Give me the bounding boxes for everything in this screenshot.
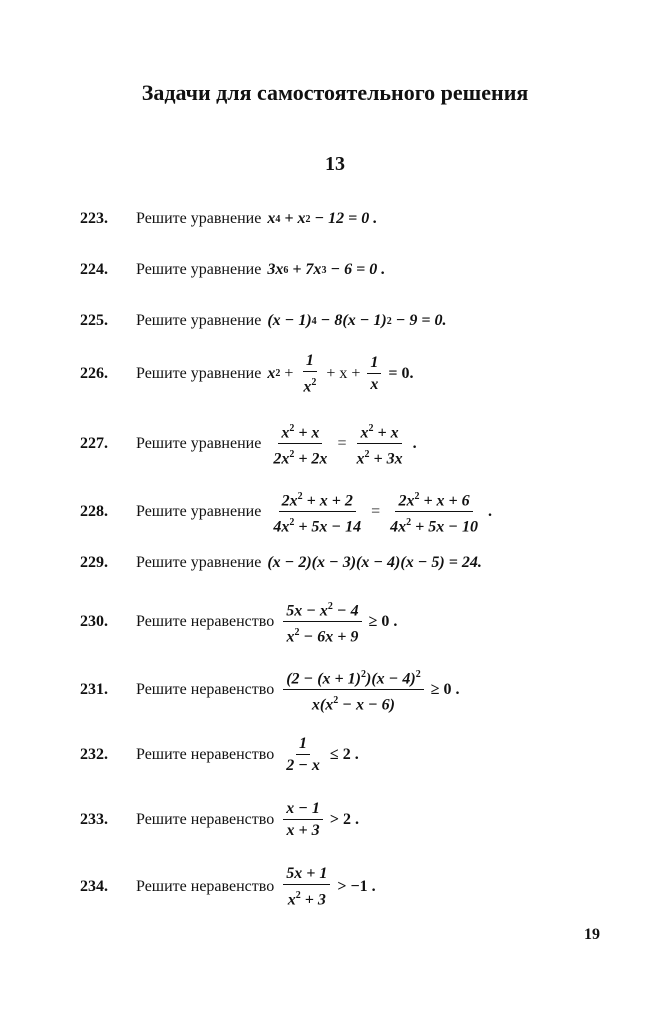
problem-label: Решите уравнение (136, 434, 262, 452)
problem-224 (80, 261, 385, 279)
fraction: $\frac{(2 - (x + 1)^2)(x - 4)^2}{x(x^2 - x - 6)}$ (283, 666, 423, 714)
problem-label: Решите неравенство (136, 612, 275, 630)
problem-number: 227. (80, 434, 108, 452)
problem-label: Решите уравнение (136, 261, 262, 278)
problem-number: 234. (80, 877, 108, 895)
fraction: $\frac{x - 1}{x + 3}$ (283, 800, 323, 839)
problem-label: Решите уравнение (136, 554, 262, 571)
problem-label: Решите уравнение (136, 210, 262, 227)
problem-number: 232. (80, 745, 108, 763)
inequality: $\frac{1}{2 - x}$ ≤ 2 . (280, 735, 358, 774)
problem-number: 225. (80, 312, 108, 329)
problem-number: 229. (80, 554, 108, 571)
problem-223 (80, 210, 377, 228)
problem-number: 228. (80, 502, 108, 520)
fraction: $\frac{2x^2 + x + 2}{4x^2 + 5x - 14}$ (270, 488, 364, 536)
problem-230 (80, 598, 397, 646)
inequality: $\frac{x - 1}{x + 3}$ > 2 . (280, 800, 359, 839)
fraction: $\frac{5x - x^2 - 4}{x^2 - 6x + 9}$ (283, 598, 361, 646)
problem-label: Решите неравенство (136, 680, 275, 698)
page-number: 19 (584, 926, 600, 943)
equation: (x − 2)(x − 3)(x − 4)(x − 5) = 24. (267, 554, 482, 571)
fraction: $\frac{5x + 1}{x^2 + 3}$ (283, 865, 330, 908)
fraction: $\frac{x^2 + x}{x^2 + 3x}$ (353, 420, 405, 468)
inequality: $\frac{(2 - (x + 1)^2)(x - 4)^2}{x(x^2 - x - 6)}$ ≥ 0 . (280, 666, 459, 714)
problem-229 (80, 554, 482, 572)
problem-228 (80, 488, 492, 536)
problem-233 (80, 800, 359, 839)
equation: x 4 + x 2 − 12 = 0 . (267, 210, 378, 227)
problem-label: Решите неравенство (136, 745, 275, 763)
fraction: $\frac{x^2 + x}{2x^2 + 2x}$ (270, 420, 330, 468)
equation: (x − 1) 4 − 8(x − 1) 2 − 9 = 0. (267, 312, 447, 329)
inequality: $\frac{5x + 1}{x^2 + 3}$ > −1 . (280, 865, 375, 908)
equation: $\frac{x^2 + x}{2x^2 + 2x}$ = $\frac{x^2 + x}{x^2 + 3x}$ . (267, 420, 416, 468)
problem-number: 231. (80, 680, 108, 698)
problem-number: 226. (80, 364, 108, 382)
problem-231 (80, 666, 459, 714)
problem-227 (80, 420, 417, 468)
page-title: Задачи для самостоятельного решения (141, 80, 529, 105)
problem-number: 224. (80, 261, 108, 278)
problem-label: Решите неравенство (136, 810, 275, 828)
problem-label: Решите уравнение (136, 502, 262, 520)
problem-234 (80, 865, 376, 908)
inequality: $\frac{5x - x^2 - 4}{x^2 - 6x + 9}$ ≥ 0 . (280, 598, 397, 646)
fraction: $\frac{1}{x}$ (367, 354, 381, 393)
problem-label: Решите уравнение (136, 312, 262, 329)
problem-number: 233. (80, 810, 108, 828)
fraction: $\frac{1}{2 - x}$ (286, 735, 320, 774)
problem-225 (80, 312, 447, 330)
section-number: 13 (325, 153, 345, 175)
problem-226 (80, 352, 414, 395)
fraction: $\frac{1}{x^2}$ (303, 352, 317, 396)
equation: x 2 + $\frac{1}{x^2}$ + x + $\frac{1}{x}$ = 0. (267, 352, 414, 396)
equation: 3x 6 + 7x 3 − 6 = 0 . (267, 261, 386, 278)
problem-number: 223. (80, 210, 108, 227)
problem-label: Решите уравнение (136, 364, 262, 382)
equation: $\frac{2x^2 + x + 2}{4x^2 + 5x - 14}$ = $\frac{2x^2 + x + 6}{4x^2 + 5x - 10}$ . (267, 488, 492, 536)
problem-number: 230. (80, 612, 108, 630)
fraction: $\frac{2x^2 + x + 6}{4x^2 + 5x - 10}$ (387, 488, 481, 536)
problem-label: Решите неравенство (136, 877, 275, 895)
problem-232 (80, 735, 359, 774)
